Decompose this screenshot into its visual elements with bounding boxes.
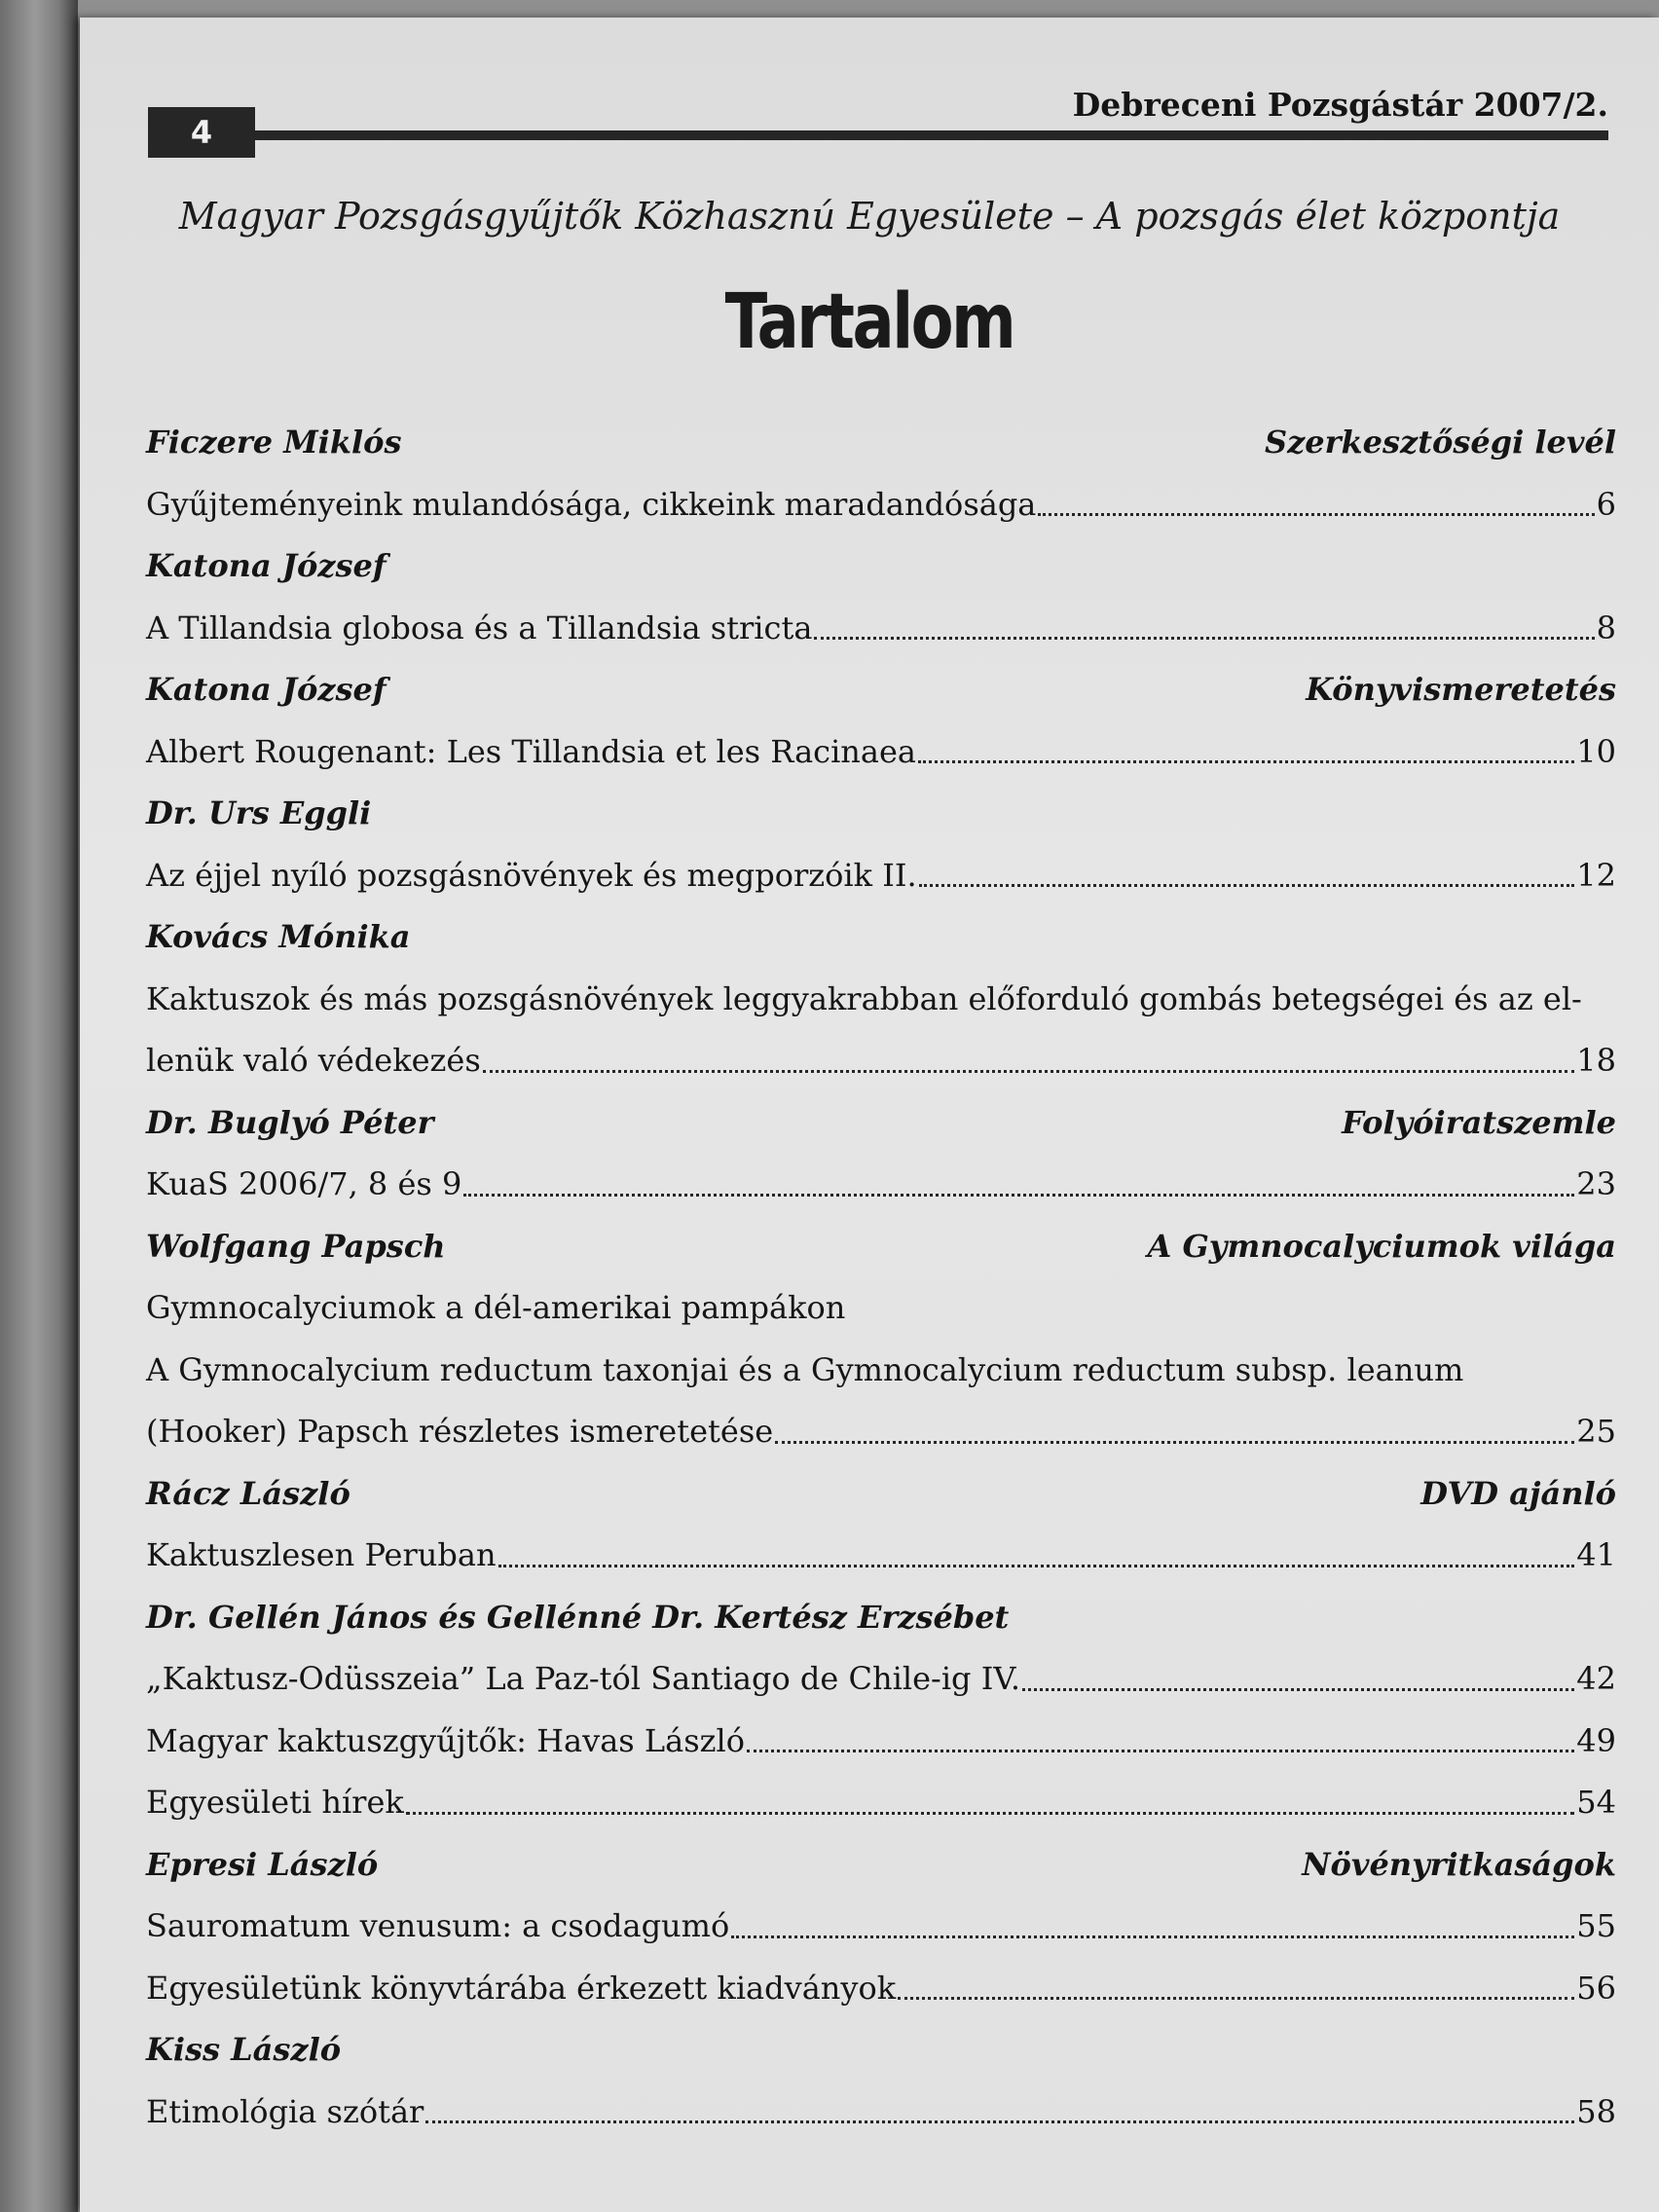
toc-page-number: 56	[1576, 1969, 1616, 2007]
toc-entry	[146, 1648, 1616, 1711]
subtitle: Magyar Pozsgásgyűjtők Közhasznú Egyesülete – A pozsgás élet központja	[178, 195, 1561, 238]
dot-leader	[1022, 1685, 1574, 1691]
page-number: 4	[148, 107, 255, 158]
toc-entry-title: „Kaktusz-Odüsszeia” La Paz-tól Santiago de Chile-ig IV.	[146, 1660, 1021, 1697]
page-title: Tartalom	[724, 278, 1014, 366]
dot-leader	[918, 757, 1574, 763]
toc-text-line	[146, 1340, 1616, 1402]
toc-page-number: 23	[1576, 1165, 1616, 1202]
toc-category: Könyvismeretetés	[1306, 671, 1616, 708]
toc-category: Szerkesztőségi levél	[1264, 424, 1616, 461]
toc-page-number: 42	[1576, 1660, 1616, 1697]
dot-leader	[898, 1994, 1574, 2000]
page-header	[148, 86, 1608, 158]
toc-entry-title: Gymnocalyciumok a dél-amerikai pampákon	[146, 1289, 846, 1326]
issue-title: Debreceni Pozsgástár 2007/2.	[1072, 86, 1608, 124]
toc-category: DVD ajánló	[1420, 1474, 1616, 1512]
toc-author-row	[146, 659, 1616, 721]
toc-entry-title: Magyar kaktuszgyűjtők: Havas László	[146, 1721, 745, 1759]
toc-page-number: 58	[1576, 2092, 1616, 2130]
toc-entry	[146, 1772, 1616, 1834]
dot-leader	[483, 1067, 1575, 1073]
toc-page-number: 12	[1576, 856, 1616, 894]
dot-leader	[463, 1191, 1574, 1197]
toc-category: Folyóiratszemle	[1342, 1103, 1616, 1141]
toc-author: Dr. Buglyó Péter	[146, 1103, 434, 1141]
dot-leader	[775, 1438, 1574, 1444]
toc-entry-title: Albert Rougenant: Les Tillandsia et les Racinaea	[146, 732, 916, 770]
dot-leader	[747, 1747, 1574, 1752]
toc-author-row	[146, 906, 1616, 969]
toc-entry	[146, 1896, 1616, 1958]
toc-page-number: 54	[1576, 1784, 1616, 1821]
toc-author: Wolfgang Papsch	[146, 1227, 446, 1265]
toc-entry-title: Sauromatum venusum: a csodagumó	[146, 1907, 730, 1944]
dot-leader	[1038, 510, 1594, 516]
toc-page-number: 18	[1576, 1042, 1616, 1079]
toc-entry	[146, 474, 1616, 536]
toc-author-row	[146, 1092, 1616, 1155]
toc-author: Epresi László	[146, 1845, 379, 1883]
toc-author-row	[146, 1834, 1616, 1897]
magazine-page	[80, 18, 1659, 2212]
toc-entry-title: (Hooker) Papsch részletes ismeretetése	[146, 1413, 774, 1450]
toc-category: A Gymnocalyciumok világa	[1147, 1227, 1616, 1265]
toc-entry-title: Az éjjel nyíló pozsgásnövények és megporzóik II.	[146, 856, 917, 894]
toc-author-row	[146, 535, 1616, 598]
toc-page-number: 41	[1576, 1536, 1616, 1573]
table-background	[0, 0, 78, 2212]
toc-entry	[146, 2082, 1616, 2144]
dot-leader	[919, 881, 1575, 887]
toc-author-row	[146, 783, 1616, 845]
toc-page-number: 6	[1596, 485, 1616, 523]
toc-text-line	[146, 1277, 1616, 1340]
toc-entry	[146, 1525, 1616, 1587]
dot-leader	[406, 1809, 1574, 1815]
dot-leader	[731, 1933, 1574, 1938]
toc-entry-title: A Tillandsia globosa és a Tillandsia stricta	[146, 608, 813, 646]
toc-author: Katona József	[146, 671, 387, 708]
toc-category: Növényritkaságok	[1302, 1845, 1616, 1883]
dot-leader	[814, 634, 1594, 640]
table-of-contents	[146, 412, 1616, 2143]
toc-entry	[146, 1711, 1616, 1773]
toc-entry-title: Egyesületi hírek	[146, 1784, 404, 1821]
toc-author: Dr. Urs Eggli	[146, 794, 372, 831]
toc-author: Dr. Gellén János és Gellénné Dr. Kertész Erzsébet	[146, 1598, 1010, 1636]
toc-entry	[146, 1401, 1616, 1463]
toc-author: Ficzere Miklós	[146, 424, 402, 461]
toc-entry-title: KuaS 2006/7, 8 és 9	[146, 1165, 462, 1202]
toc-author: Kovács Mónika	[146, 918, 411, 955]
toc-author-row	[146, 2019, 1616, 2082]
toc-entry-title: Egyesületünk könyvtárába érkezett kiadványok	[146, 1969, 897, 2007]
toc-text-line	[146, 969, 1616, 1031]
header-rule	[255, 130, 1608, 140]
toc-author-row	[146, 1463, 1616, 1526]
toc-entry	[146, 845, 1616, 907]
dot-leader	[425, 2118, 1574, 2123]
toc-author-row	[146, 412, 1616, 474]
toc-entry	[146, 598, 1616, 660]
toc-author: Kiss László	[146, 2031, 342, 2068]
toc-author-row	[146, 1216, 1616, 1278]
toc-entry-title: Gyűjteményeink mulandósága, cikkeink maradandósága	[146, 485, 1037, 523]
toc-entry	[146, 1154, 1616, 1216]
toc-entry-title: Kaktuszlesen Peruban	[146, 1536, 497, 1573]
toc-entry	[146, 721, 1616, 784]
toc-author-row	[146, 1587, 1616, 1649]
toc-entry	[146, 1958, 1616, 2020]
toc-page-number: 10	[1576, 732, 1616, 770]
toc-author: Rácz László	[146, 1474, 350, 1512]
toc-page-number: 49	[1576, 1721, 1616, 1759]
toc-entry-title: Etimológia szótár	[146, 2092, 424, 2130]
toc-entry-title: Kaktuszok és más pozsgásnövények leggyakrabban előforduló gombás betegségei és az el-	[146, 979, 1582, 1017]
toc-author: Katona József	[146, 547, 387, 584]
toc-page-number: 8	[1596, 608, 1616, 646]
toc-entry	[146, 1030, 1616, 1092]
toc-entry-title: lenük való védekezés	[146, 1042, 481, 1079]
toc-page-number: 55	[1576, 1907, 1616, 1944]
toc-entry-title: A Gymnocalycium reductum taxonjai és a Gymnocalycium reductum subsp. leanum	[146, 1350, 1464, 1388]
dot-leader	[498, 1562, 1575, 1567]
toc-page-number: 25	[1576, 1413, 1616, 1450]
